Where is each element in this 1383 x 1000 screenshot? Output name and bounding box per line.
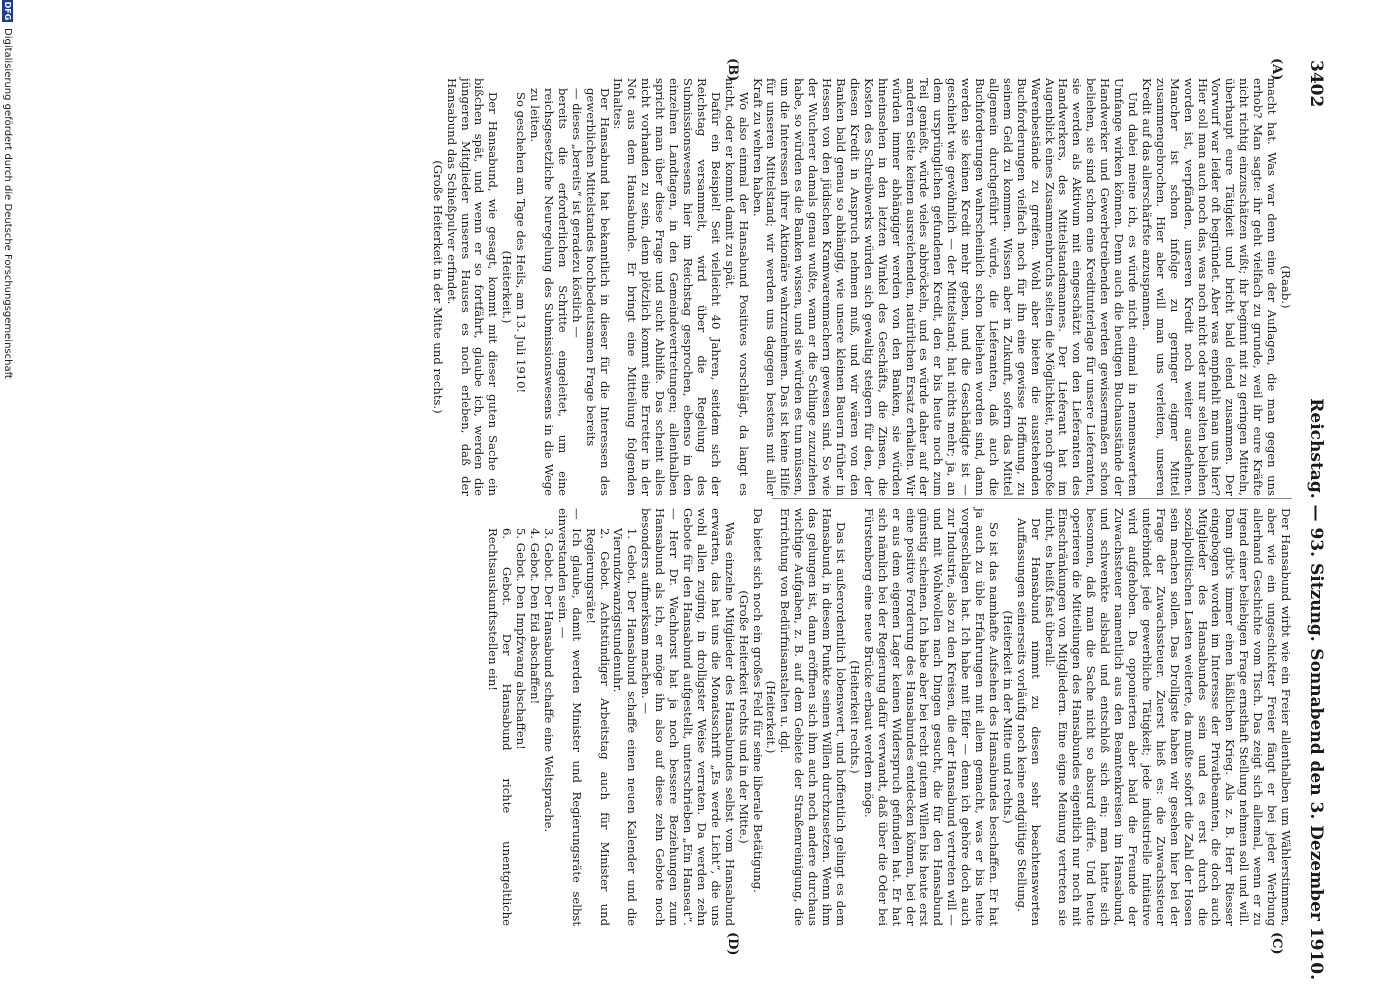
column-divider bbox=[772, 498, 1292, 499]
margin-letter-c: (C) bbox=[1269, 932, 1284, 955]
session-date: Sonnabend den 3. Dezember 1910. bbox=[1306, 648, 1326, 980]
quotation: Der Hansabund nimmt zu diesen sehr beachtenswerten Auffassungen seinerseits vorläufig noch keine endgültige Stellung. bbox=[1014, 518, 1043, 926]
paragraph: Und dabei meine ich, es würde nicht einmal in nennenswertem Umfange wirken können. Denn auch die heutigen Buchausstände der Handwerker und Gewerbetreibenden werden gewissermaßen schon beliehen, sie sind schon eine Kreditunterlage für unsere Lieferanten, sie werden als Aktivum mit eingeschätzt von den Lieferanten des Handwerkers, des Mittelstandsmannes. Der Lieferant hat im Augenblick eines Zusammenbruchs selten die Möglichkeit, noch große Warenbestände zu greifen. Wohl aber bieten die ausstehenden Buchforderungen vielfach noch für ihn eine gewisse Hoffnung, zu seinem Geld zu kommen. Wissen aber in Zukunft, sofern das Mittel allgemein durchgeführt würde, die Lieferanten, daß auch die Buchforderungen wahrscheinlich schon beliehen worden sind, dann werden sie keinen Kredit mehr geben, und die Geschädigte ist — geschieht wie gewöhnlich — der Mittelstand; hat nichts mehr; ja, an dem ursprünglichen gefundenen Kredit, den er bis heute noch zum Teil genießt, würde vieles abbröckeln, und es würde daher auf der anderen Seite keinen ausreichenden, natürlichen Ersatz erhalten. Wir würden immer abhängiger werden von den Banken, sie würden hineinsehen in den letzten Winkel des Geschäfts, die Zinsen, die Kosten des Schreibwerks würden sich gewaltig steigern für den, der diesen Kredit in Anspruch nehmen muß, und wir wären von den Banken bald genau so abhängig, wie unsere kleinen Bauern früher in Hessen von den jüdischen Kramwarenmachern gewesen sind. So wie der Wucherer damals genau wußte, wann er die Schlinge zuzuziehen habe, so würden es die Banken wissen, und sie würden es tun müssen, um die Interessen ihrer Aktionäre wahrzunehmen. Das ist keine Hilfe für unseren Mittelstand; wir werden uns dagegen bestens mit aller Kraft zu wehren haben. bbox=[750, 78, 1141, 496]
digitization-footer bbox=[0, 0, 13, 1000]
margin-letter-a: (A) bbox=[1269, 58, 1284, 81]
commandment-item: 1. Gebot. Der Hansabund schaffe einen neuen Kalender und die Vierundzwanzigstundenuhr. bbox=[611, 528, 640, 926]
page-header bbox=[1298, 60, 1332, 980]
left-column bbox=[430, 78, 1292, 496]
quotation-aside: — dieses „bereits“ ist geradezu köstlich — bbox=[569, 88, 584, 338]
quotation: Der Hansabund hat bekanntlich in dieser für die Interessen des gewerblichen Mittelstandes hochbedeutsamen Frage bereits bbox=[583, 88, 612, 496]
commandment-item: 3. Gebot. Der Hansabund schaffe eine Weltsprache. bbox=[541, 528, 556, 833]
margin-letter-d: (D) bbox=[725, 932, 740, 956]
paragraph: Dafür ein Beispiel! Seit vielleicht 40 Jahren, seitdem sich der Reichstag versammelt, wird über die Regelung des Submissionswesens hier im Reichstag gesprochen, ebenso in den einzelnen Landtagen, in den Gemeindevertretungen; allenthalben spricht man über diese Frage und sucht Abhilfe. Das scheint alles nicht vorhanden zu sein, denn plötzlich kommt eine Erretter in der Not aus dem Hansabunde. Er bringt eine Mitteilung folgenden Inhaltes: bbox=[611, 78, 723, 496]
quotation: bereits die erforderlichen Schritte eingeleitet, um eine reichsgesetzliche Neuregelung des Submissionswesens in die Wege zu leiten. bbox=[528, 88, 570, 496]
commandment-item: 2. Gebot. Achtstündiger Arbeitstag auch für Minister und Regierungsräte! bbox=[583, 528, 612, 926]
paragraph: — Ich glaube, damit werden Minister und Regierungsräte selbst einverstanden sein. — bbox=[555, 508, 584, 926]
dfg-logo-icon: DFG bbox=[3, 1, 12, 21]
paragraph: Da bietet sich noch ein großes Feld für seine liberale Betätigung. bbox=[750, 508, 765, 893]
stage-direction: (Heiterkeit rechts.) bbox=[847, 660, 862, 774]
commandment-item: 6. Gebot. Der Hansabund richte unentgeltliche Rechtsauskunftsstellen ein! bbox=[486, 528, 515, 926]
paragraph: Der Hansabund wirbt wie ein Freier allenthalben um Wählerstimmen, aber wie ein ungeschickter Freier fängt er bei jeder Werbung allerhand Geschichte vom Tisch. Das zeigt sich allemal, wenn er zu irgend einer beliebigen Frage ernsthaft Stellung nehmen soll und will. Dann gibt's immer einen häßlichen Krieg. Als z. B. Herr Riesser eingebogen worden im Interesse der Privatbeamten, die doch auch Mitglieder des Hansabundes sein und es erst durch die sozialpolitischen Lasten weiterte, da mußte sofort die Zahl der Hosen sein machen sollen. Das Drolligste haben wir gesehen hier bei der Frage der Zuwachssteuer. Zuerst hieß es: die Zuwachssteuer unterbindet jede gewerbliche Tätigkeit; jede industrielle Initiative wird aufgehoben. Da opponierten aber bald die Freunde der Zuwachssteuer namentlich aus den Beamtenkreisen im Hansabund, und schwenkte alsbald und entschloß sich ein; man hatte sich besonnen, daß man die Sache nicht so absurd dürfe. Und heute operieren die Mitteilungen des Hansabundes eigentlich nur noch mit Einschränkungen von Mitgliedern. Eine eigne Meinung vertreten sie nicht, es heißt fast überall: bbox=[1042, 508, 1293, 926]
stage-direction: (Heiterkeit.) bbox=[500, 250, 515, 324]
page-title: Reichstag. — 93. Sitzung. bbox=[1306, 398, 1326, 642]
footer-credit: Digitalisierung gefördert durch die Deutsche Forschungsgemeinschaft bbox=[2, 28, 13, 379]
right-column bbox=[485, 508, 1292, 926]
stage-direction: (Große Heiterkeit rechts und in der Mitte.) bbox=[736, 590, 751, 844]
paragraph: Der Hansabund, wie gesagt, kommt mit dieser guten Sache ein bißchen spät, und wenn er so fortfährt, glaube ich, werden die jüngeren Mitglieder unseres Hauses es noch erleben, daß der Hansabund das Schießpulver erfindet. bbox=[444, 78, 501, 496]
stage-direction: (Große Heiterkeit in der Mitte und rechts.) bbox=[430, 160, 445, 414]
paragraph: So geschehen am Tage des Heils, am 13. Juli 1910! bbox=[514, 92, 529, 394]
commandment-item: 5. Gebot. Den Impfzwang abschaffen! bbox=[514, 528, 529, 750]
paragraph: Wo also einmal der Hansabund Positives vorschlägt, da langt es nicht, oder er kommt damit zu spät. bbox=[722, 78, 751, 496]
paragraph: Das ist außerordentlich lobenswert, und hoffentlich gelingt es dem Hansabund, in diesem Punkte seinen Willen durchzusetzen. Wenn ihm das gelungen ist, dann eröffnen sich ihm auch noch andere durchaus wichtige Aufgaben, z. B. auf dem Gebiete der Straßenreinigung, die Errichtung von Bedürfnisanstalten u. dgl. bbox=[778, 508, 848, 926]
stage-direction: (Heiterkeit in der Mitte und rechts.) bbox=[1000, 610, 1015, 824]
page-number: 3402 bbox=[1306, 60, 1326, 108]
paragraph: macht hat. Was war denn eine der Auflagen, die man gegen uns erhob? Man sagte: ihr geht vielfach zu grunde, weil ihr eure Kräfte nicht richtig einzuschätzen wißt; ihr beginnt mit zu geringen Mitteln, überhaupt eure Tätigkeit und bricht bald elend zusammen. Der Vorwurf war leider oft begründet. Aber was empfiehlt man uns hier? Hier soll man auch noch das, was noch nicht oder nur selten beliehen worden ist, verpfänden, unseren Kredit noch weiter ausdehnen. Mancher ist schon infolge zu geringer eigner Mittel zusammengebrochen. Hier aber will man uns verleiten, unseren Kredit auf das allerschärfste anzuspannen. bbox=[1139, 78, 1280, 496]
commandment-item: 4. Gebot. Den Eid abschaffen! bbox=[528, 528, 543, 705]
paragraph: Was einzelne Mitglieder des Hansabundes selbst vom Hansabund erwarten, das hat uns die Monatsschrift „Es werde Licht“, die uns wohl allen zuging, in drolligster Weise verraten. Da werden zehn Gebote für den Hansabund aufgestellt, unterschrieben „Ein Hanseat“. — Herr Dr. Wachhorst hat ja noch bessere Beziehungen zum Hansabund als ich, er möge ihn also auf diese zehn Gebote noch besonders aufmerksam machen. — bbox=[639, 508, 737, 926]
paragraph: So ist das namhafte Aufsehen des Hansabundes beschaffen. Er hat ja auch zu üble Erfahrungen mit allem gemacht, was er bis heute vorgeschlagen hat. Ich habe mit Eifer — denn ich gehöre doch auch zur Industrie, also zu den Kreisen, die der Hansabund vertreten will — und mit Wohlwollen nach Dingen gesucht, die für den Hansabund günstig scheinen. Ich habe aber bei recht gutem Willen bis heute erst eine positive Forderung des Hansabundes entdecken können, bei der er aus dem eigenen Lager keinen Widerspruch gefunden hat. Er hat sich nämlich bei der Regierung dafür verwandt, daß über die Oder bei Fürstenberg eine neue Brücke erbaut werden möge. bbox=[861, 508, 1001, 926]
stage-direction: (Heiterkeit.) bbox=[764, 680, 779, 754]
speaker-label: (Raab.) bbox=[1279, 265, 1293, 309]
margin-letter-b: (B) bbox=[725, 58, 740, 82]
